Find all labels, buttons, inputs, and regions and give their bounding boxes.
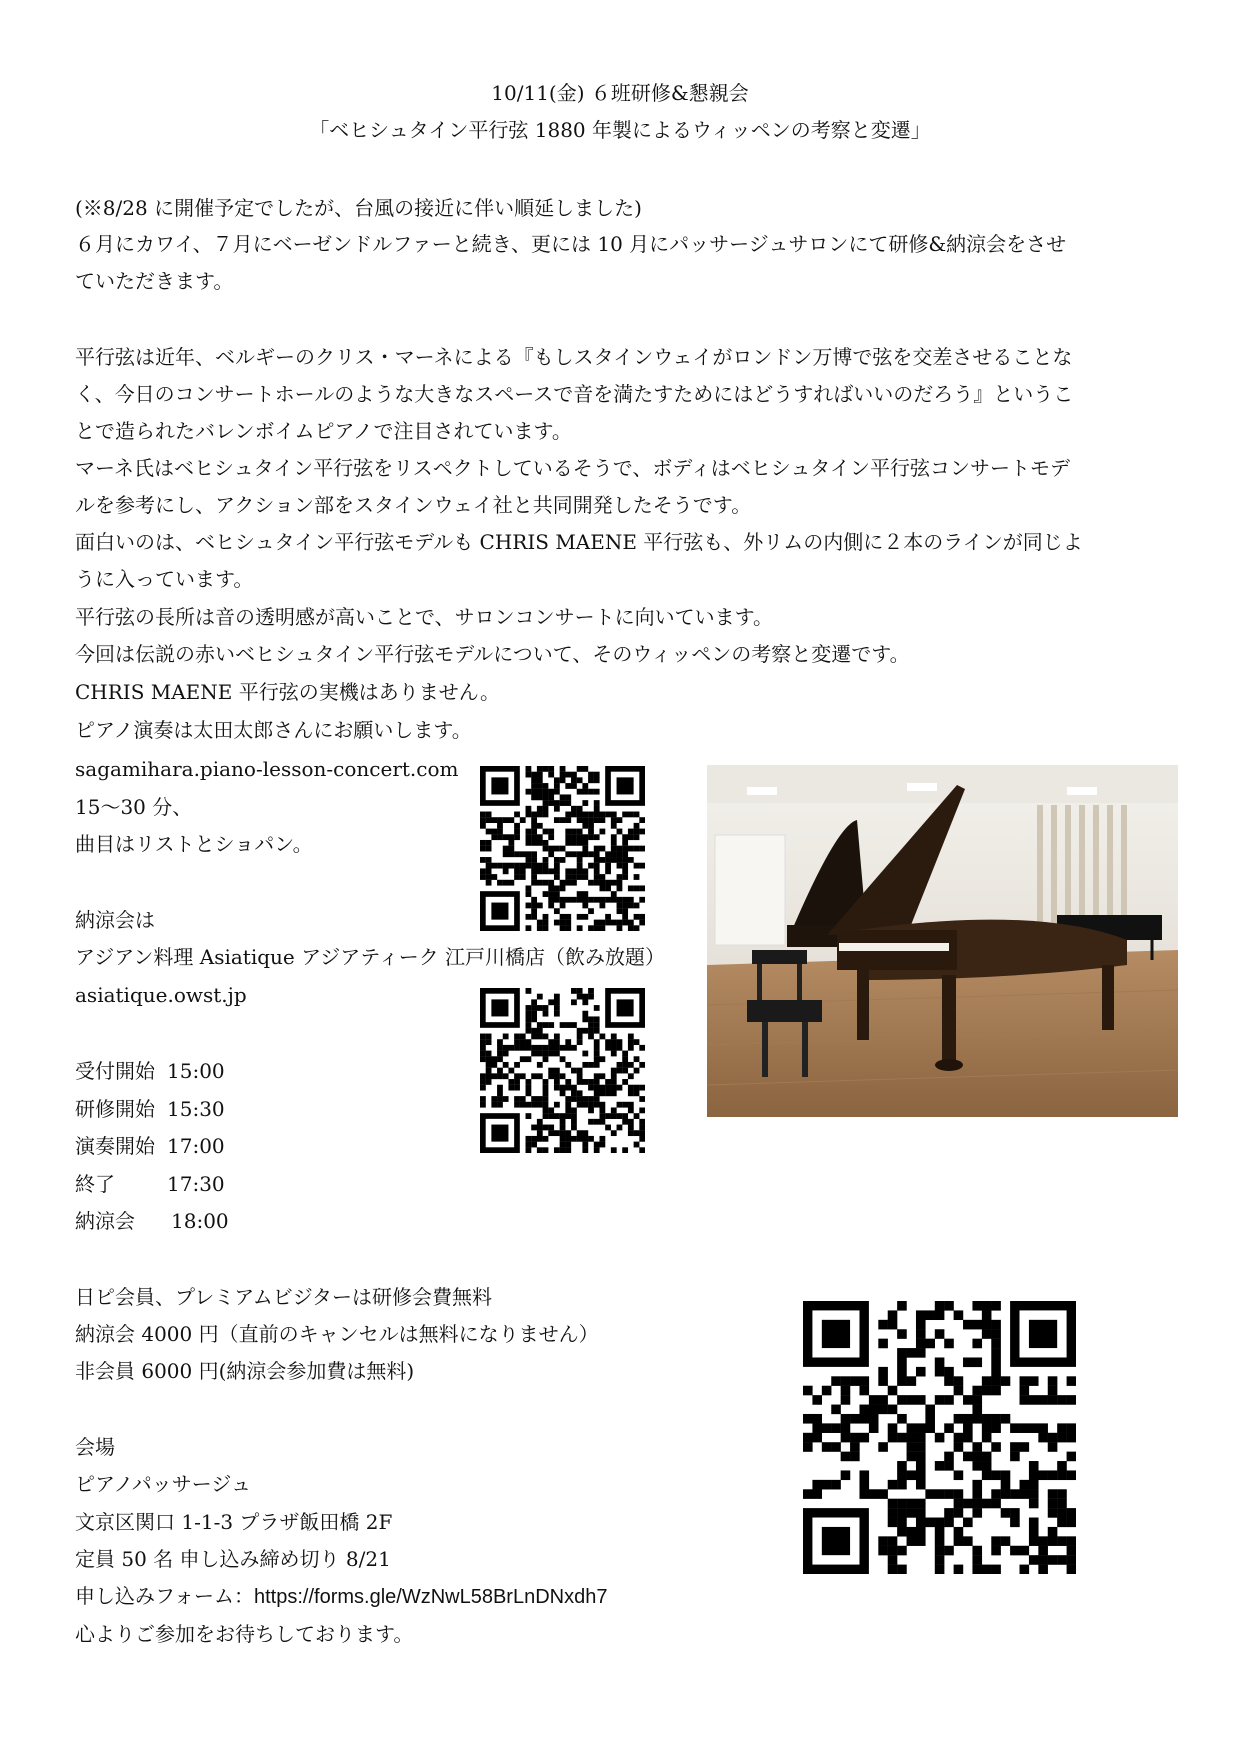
fee-line: 納涼会 4000 円（直前のキャンセルは無料になりません） [75,1322,599,1346]
party-venue: アジアン料理 Asiatique アジアティーク 江戸川橋店（飲み放題） [75,945,666,969]
piano-salon-photo [707,765,1178,1117]
postpone-note: (※8/28 に開催予定でしたが、台風の接近に伴い順延しました) [75,196,642,220]
schedule-label: 演奏開始 [75,1134,155,1158]
party-url[interactable]: asiatique.owst.jp [75,983,247,1007]
schedule-time: 18:00 [171,1209,229,1233]
venue-label: 会場 [75,1435,115,1459]
performance-url[interactable]: sagamihara.piano-lesson-concert.com [75,757,459,781]
schedule-time: 17:00 [167,1134,225,1158]
body-line: とで造られたバレンボイムピアノで注目されています。 [75,419,572,443]
body-line: うに入っています。 [75,567,254,591]
body-line: 面白いのは、ベヒシュタイン平行弦モデルも CHRIS MAENE 平行弦も、外リムの内側に２本のラインが同じよ [75,530,1083,554]
body-line: く、今日のコンサートホールのような大きなスペースで音を満たすためにはどうすればいいのだろう』というこ [75,382,1074,406]
venue-capacity: 定員 50 名 申し込み締め切り 8/21 [75,1547,391,1571]
schedule-row [75,1133,225,1159]
schedule-time: 15:00 [167,1059,225,1083]
venue-name: ピアノパッサージュ [75,1472,251,1496]
piano-photo-graphic [707,765,1178,1117]
performance-duration: 15〜30 分、 [75,795,193,819]
intro-line: ６月にカワイ、７月にベーゼンドルファーと続き、更には 10 月にパッサージュサロンにて研修&納涼会をさせ [75,232,1067,256]
restaurant-qr-code[interactable] [480,988,645,1153]
venue-address: 文京区関口 1-1-3 プラザ飯田橋 2F [75,1510,393,1534]
schedule-label: 受付開始 [75,1059,155,1083]
page-subtitle: 「ベヒシュタイン平行弦 1880 年製によるウィッペンの考察と変遷」 [309,118,931,142]
qr-code-graphic [480,766,645,931]
signup-form-qr-code[interactable] [803,1301,1076,1574]
body-line: 今回は伝説の赤いベヒシュタイン平行弦モデルについて、そのウィッペンの考察と変遷です。 [75,642,910,666]
schedule-row [75,1058,225,1084]
schedule-label: 研修開始 [75,1097,155,1121]
performance-program: 曲目はリストとショパン。 [75,832,313,856]
closing-line: 心よりご参加をお待ちしております。 [75,1622,414,1646]
fee-line: 非会員 6000 円(納涼会参加費は無料) [75,1359,415,1383]
body-line: マーネ氏はベヒシュタイン平行弦をリスペクトしているそうで、ボディはベヒシュタイン平行弦コンサートモデ [75,456,1070,480]
body-line: 平行弦は近年、ベルギーのクリス・マーネによる『もしスタインウェイがロンドン万博で弦を交差させることな [75,345,1073,369]
schedule-row [75,1208,229,1234]
schedule-time: 15:30 [167,1097,225,1121]
body-line: CHRIS MAENE 平行弦の実機はありません。 [75,680,500,704]
schedule-time: 17:30 [167,1172,225,1196]
body-line: ルを参考にし、アクション部をスタインウェイ社と共同開発したそうです。 [75,493,752,517]
schedule-label: 納涼会 [75,1209,135,1233]
intro-line: ていただきます。 [75,269,234,293]
body-line: ピアノ演奏は太田太郎さんにお願いします。 [75,718,472,742]
schedule-row [75,1096,225,1122]
schedule-label: 終了 [75,1172,115,1196]
page-title: 10/11(金) ６班研修&懇親会 [491,81,749,105]
fee-line: 日ピ会員、プレミアムビジターは研修会費無料 [75,1285,492,1309]
body-line: 平行弦の長所は音の透明感が高いことで、サロンコンサートに向いています。 [75,605,773,629]
party-label: 納涼会は [75,908,155,932]
qr-code-graphic [803,1301,1076,1574]
schedule-row [75,1171,225,1197]
performance-qr-code[interactable] [480,766,645,931]
signup-form-link[interactable]: 申し込みフォーム：https://forms.gle/WzNwL58BrLnDNxdh7 [75,1586,608,1608]
qr-code-graphic [480,988,645,1153]
